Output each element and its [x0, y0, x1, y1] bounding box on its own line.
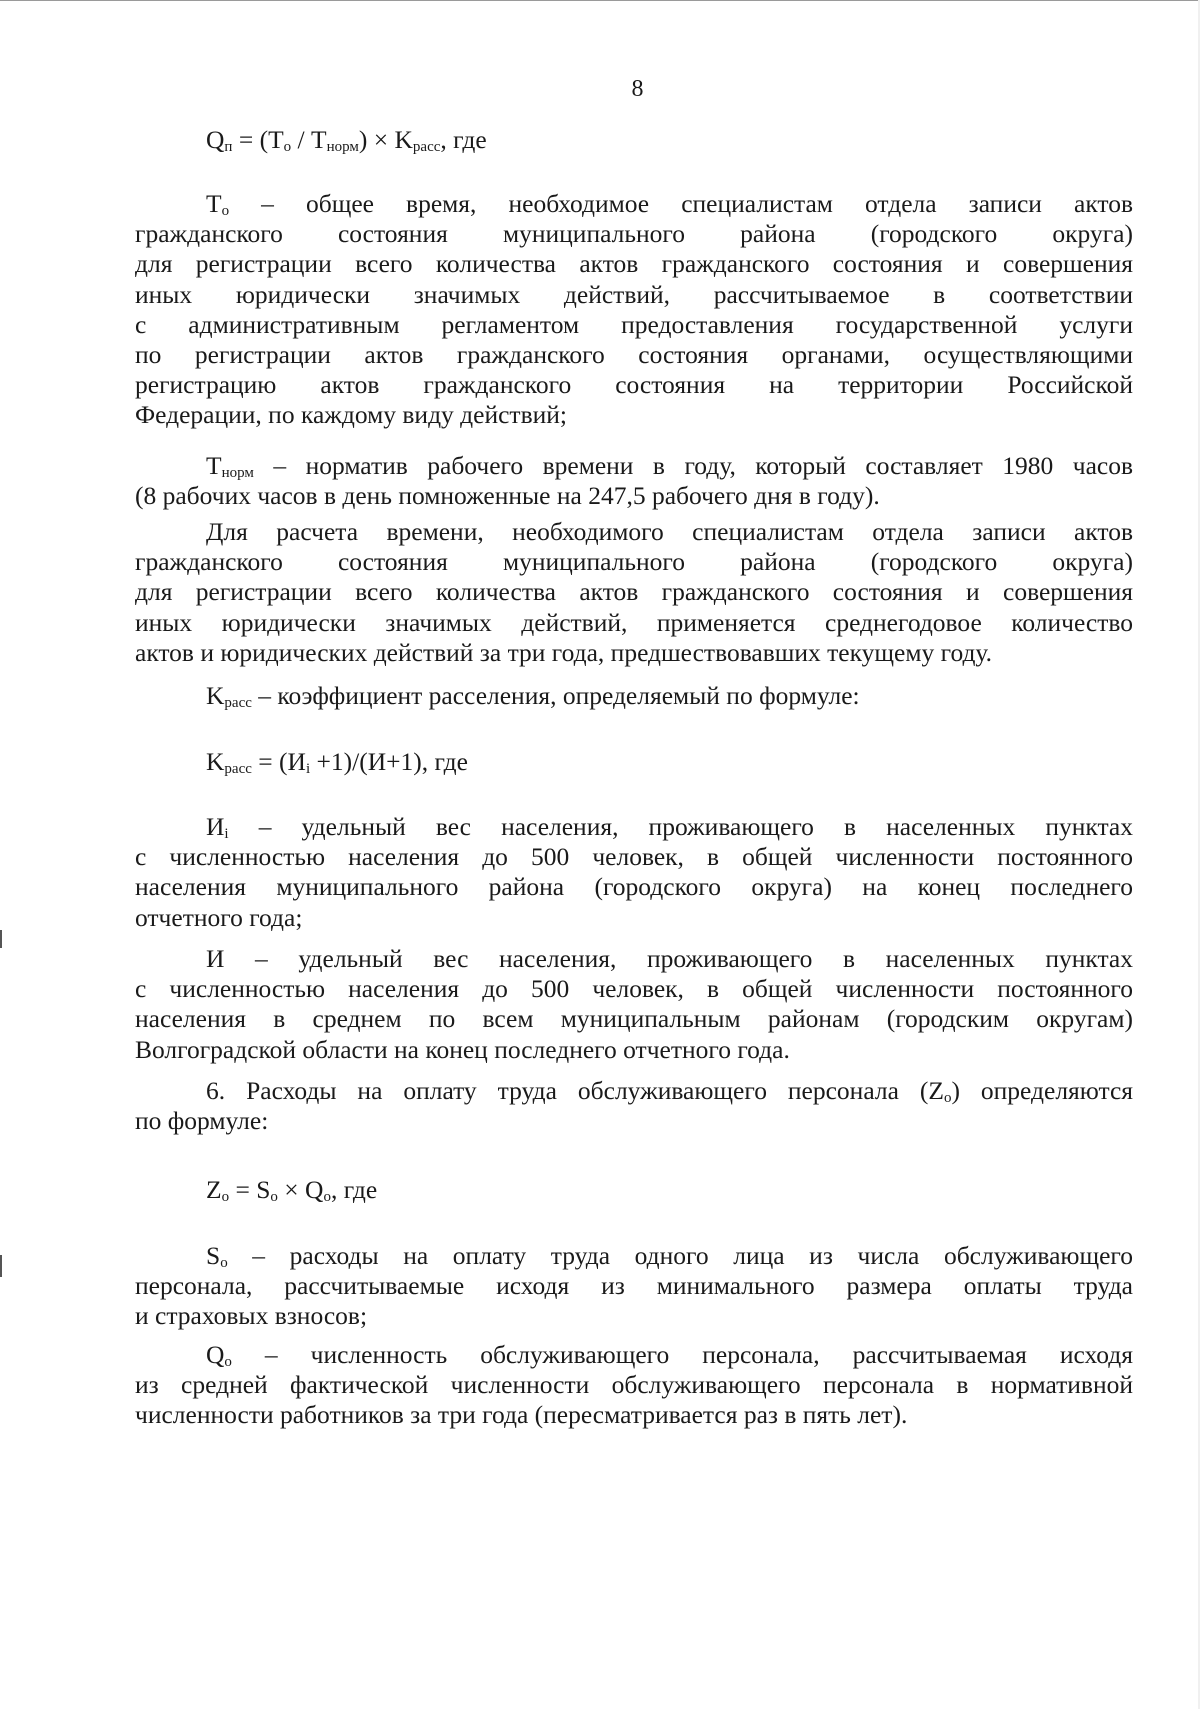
para-i-line: населения в среднем по всем муниципальным районам (городским округам): [135, 1004, 1133, 1034]
para-6-line: по формуле:: [135, 1106, 269, 1136]
para-i-line: Волгоградской области на конец последнего отчетного года.: [135, 1034, 790, 1064]
formula-zo: $Z_о = S_о \times Q_о$, где: [206, 1175, 378, 1205]
para-qo-line: $Q_о$ – численность обслуживающего персонала, рассчитываемая исходя: [206, 1340, 1133, 1370]
para-to-line: с административным регламентом предоставления государственной услуги: [135, 309, 1133, 339]
para-tnorm-line: $T_{норм}$ – норматив рабочего времени в году, который составляет 1980 часов: [206, 451, 1133, 481]
para-ii-line: $И_i$ – удельный вес населения, проживающего в населенных пунктах: [206, 812, 1133, 842]
para-krass: $K_{расс}$ – коэффициент расселения, определяемый по формуле:: [206, 681, 860, 711]
para-ii-line: населения муниципального района (городского округа) на конец последнего: [135, 872, 1133, 902]
para-qo-line: численности работников за три года (пересматривается раз в пять лет).: [135, 1400, 908, 1430]
scan-mark: [0, 1255, 2, 1277]
para-tnorm-line: (8 рабочих часов в день помноженные на 247,5 рабочего дня в году).: [135, 481, 880, 511]
para-so-line: $S_о$ – расходы на оплату труда одного лица из числа обслуживающего: [206, 1241, 1133, 1271]
para-calc-line: иных юридически значимых действий, применяется среднегодовое количество: [135, 607, 1133, 637]
para-so-line: персонала, рассчитываемые исходя из минимального размера оплаты труда: [135, 1271, 1133, 1301]
para-to-line: гражданского состояния муниципального района (городского округа): [135, 219, 1133, 249]
para-to-line: по регистрации актов гражданского состояния органами, осуществляющими: [135, 340, 1133, 369]
para-to-line: Федерации, по каждому виду действий;: [135, 400, 567, 430]
para-ii-line: отчетного года;: [135, 902, 303, 932]
para-to-line: иных юридически значимых действий, рассчитываемое в соответствии: [135, 279, 1133, 309]
para-to-line: $T_о$ – общее время, необходимое специалистам отдела записи актов: [206, 189, 1133, 219]
para-calc-line: актов и юридических действий за три года, предшествовавших текущему году.: [135, 637, 993, 667]
page-number: 8: [631, 76, 644, 102]
formula-qn: $Q_п = (T_о / T_{норм}) \times K_{расс}$, где: [206, 125, 487, 155]
para-qo-line: из средней фактической численности обслуживающего персонала в нормативной: [135, 1370, 1133, 1400]
formula-krass: $K_{расс} = (И_i +1)/(И+1)$, где: [206, 747, 468, 777]
para-to-line: регистрацию актов гражданского состояния на территории Российской: [135, 370, 1133, 400]
para-calc-line: гражданского состояния муниципального района (городского округа): [135, 547, 1133, 577]
para-ii-line: с численностью населения до 500 человек, в общей численности постоянного: [135, 842, 1133, 872]
para-to-line: для регистрации всего количества актов гражданского состояния и совершения: [135, 249, 1133, 279]
para-i-line: И – удельный вес населения, проживающего в населенных пунктах: [206, 944, 1133, 973]
para-calc-line: для регистрации всего количества актов гражданского состояния и совершения: [135, 577, 1133, 607]
para-i-line: с численностью населения до 500 человек, в общей численности постоянного: [135, 974, 1133, 1004]
scan-mark: [0, 930, 2, 948]
para-so-line: и страховых взносов;: [135, 1301, 368, 1331]
scan-edge-top: [0, 0, 1200, 1]
para-6-line: 6. Расходы на оплату труда обслуживающего персонала $(Z_о)$ определяются: [206, 1076, 1133, 1106]
para-calc-line: Для расчета времени, необходимого специалистам отдела записи актов: [206, 517, 1133, 546]
